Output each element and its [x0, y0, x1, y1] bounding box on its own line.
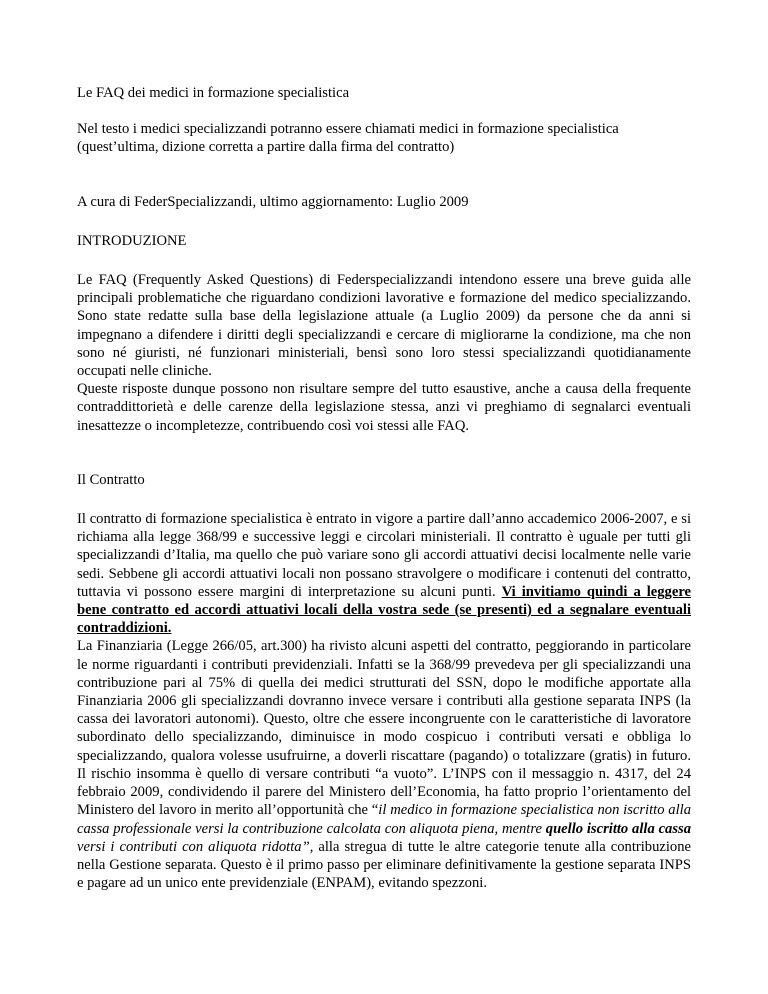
contract-paragraph-2-text-b: alla stregua di tutte le altre categorie tenute alla contribuzione nella Gestione separata. Questo è il primo passo per eliminare definitivamente la gestione separata INPS e pagare ad un unico ente previdenziale (ENPAM), evitando spezzoni.: [77, 838, 691, 892]
intro-paragraph-1: Le FAQ (Frequently Asked Questions) di Federspecializzandi intendono essere una breve guida alle principali problematiche che riguardano condizioni lavorative e formazione del medico specializzando. Sono state redatte sulla base della legislazione attuale (a Luglio 2009) da persone che da anni si impegnano a difendere i diritti degli specializzandi e cercare di migliorarne la condizione, ma che non sono né giuristi, né funzionari ministeriali, bensì sono loro stessi specializzandi quotidianamente occupati nelle cliniche.: [77, 272, 691, 380]
contract-paragraph-2: [77, 637, 691, 892]
inps-quote-italic-1: il medico in formazione specialistica non iscritto alla cassa professionale versi la contribuzione calcolata con aliquota piena, mentre: [77, 802, 691, 837]
inps-quote-bold: quello iscritto alla cassa: [545, 820, 691, 837]
contract-paragraph-1: [77, 510, 691, 637]
terminology-note: Nel testo i medici specializzandi potranno essere chiamati medici in formazione specialistica (quest’ultima, dizione corretta a partire dalla firma del contratto): [77, 121, 619, 156]
contract-paragraph-1-text: Il contratto di formazione specialistica è entrato in vigore a partire dall’anno accademico 2006-2007, e si richiama alla legge 368/99 e successive leggi e circolari ministeriali. Il contratto è uguale per tutti gli specializzandi d’Italia, ma quello che può variare sono gli accordi attuativi decisi localmente nelle varie sedi. Sebbene gli accordi attuativi locali non possano stravolgere o modificare i contenuti del contratto, tuttavia vi possono essere margini di interpretazione su alcuni punti.: [77, 511, 691, 600]
contract-heading: Il Contratto: [77, 471, 145, 488]
contract-emphasis: Vi invitiamo quindi a leggere bene contratto ed accordi attuativi locali della vostra sede (se presenti) ed a segnalare eventuali contraddizioni.: [77, 583, 692, 637]
contract-paragraph-2-text-a: La Finanziaria (Legge 266/05, art.300) ha rivisto alcuni aspetti del contratto, peggiorando in particolare le norme riguardanti i contributi previdenziali. Infatti se la 368/99 prevedeva per gli specializzandi una contribuzione pari al 75% di quella dei medici strutturati del SSN, dopo le modifiche apportate alla Finanziaria 2006 gli specializzandi dovranno invece versare i contributi alla gestione separata INPS (la cassa dei lavoratori autonomi). Questo, oltre che essere incongruente con le caratteristiche di lavoratore subordinato dello specializzando, diminuisce in modo cospicuo i contributi versati e obbliga lo specializzando, qualora volesse usufruirne, a doverli riscattare (pagando) o totalizzare (gratis) in futuro. Il rischio insomma è quello di versare contributi “a vuoto”. L’INPS con il messaggio n. 4317, del 24 febbraio 2009, condividendo il parere del Ministero dell’Economia, ha fatto proprio l’orientamento del Ministero del lavoro in merito all’opportunità che “: [77, 638, 691, 819]
inps-quote-italic-2: versi i contributi con aliquota ridotta”,: [77, 838, 314, 855]
credits-line: A cura di FederSpecializzandi, ultimo aggiornamento: Luglio 2009: [77, 193, 469, 210]
document-page: [77, 84, 691, 892]
intro-paragraph-2: Queste risposte dunque possono non risultare sempre del tutto esaustive, anche a causa della frequente contraddittorietà e delle carenze della legislazione stessa, anzi vi preghiamo di segnalarci eventuali inesattezze o incompletezze, contribuendo così voi stessi alle FAQ.: [77, 381, 691, 434]
intro-heading: INTRODUZIONE: [77, 232, 187, 249]
document-title: Le FAQ dei medici in formazione specialistica: [77, 85, 350, 101]
